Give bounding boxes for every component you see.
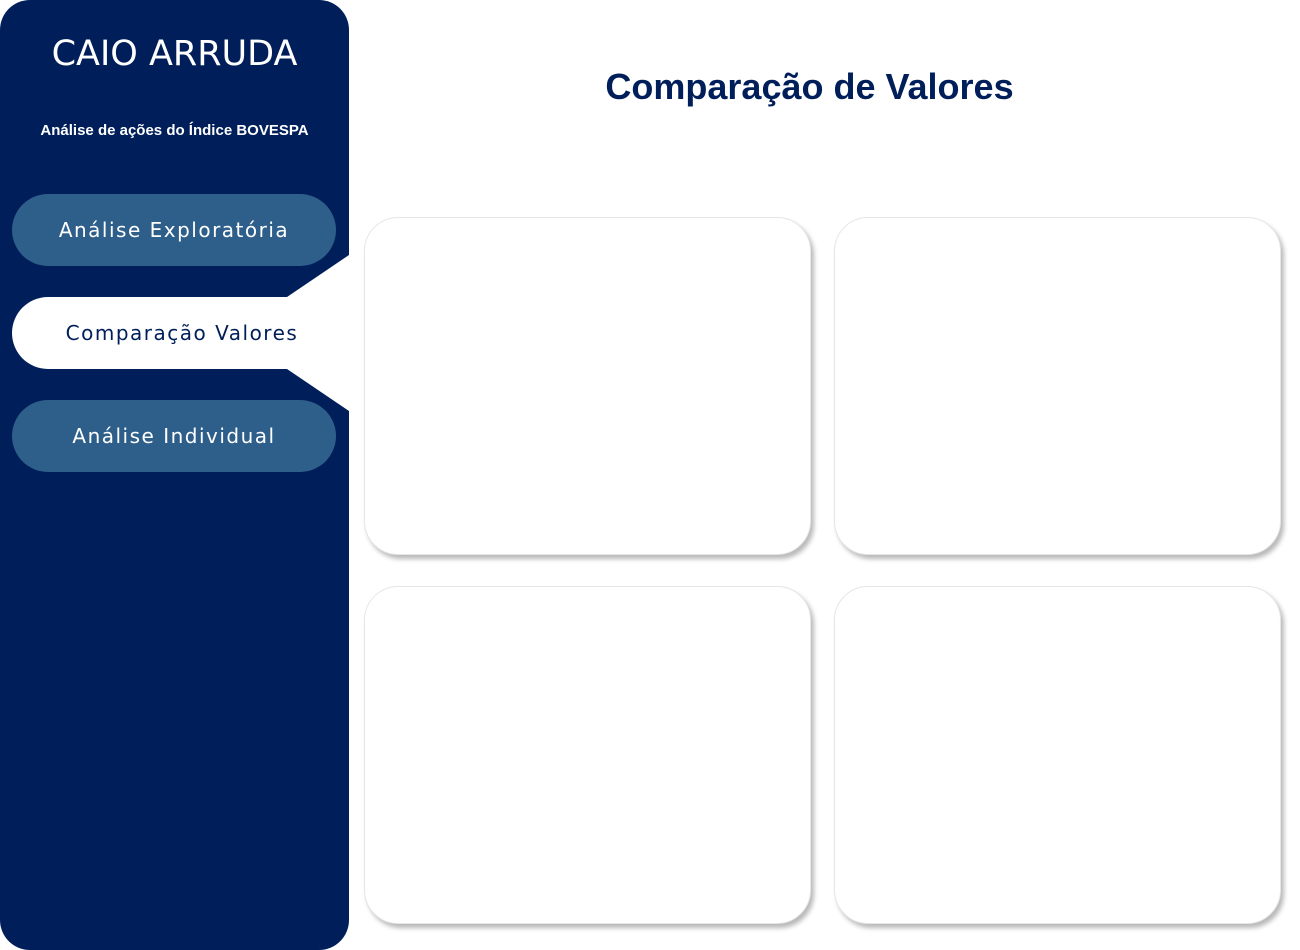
chart-card-top-right bbox=[834, 217, 1281, 555]
nav-analise-individual[interactable]: Análise Individual bbox=[12, 400, 336, 472]
brand-title: CAIO ARRUDA bbox=[51, 34, 298, 74]
chart-card-top-left bbox=[364, 217, 811, 555]
page-title: Comparação de Valores bbox=[605, 66, 1014, 107]
chart-card-bottom-left bbox=[364, 586, 811, 924]
brand-subtitle: Análise de ações do Índice BOVESPA bbox=[40, 122, 309, 139]
chart-card-bottom-right bbox=[834, 586, 1281, 924]
sidebar bbox=[0, 0, 349, 950]
nav-comparacao-valores[interactable]: Comparação Valores bbox=[12, 297, 352, 369]
nav-analise-exploratoria[interactable]: Análise Exploratória bbox=[12, 194, 336, 266]
